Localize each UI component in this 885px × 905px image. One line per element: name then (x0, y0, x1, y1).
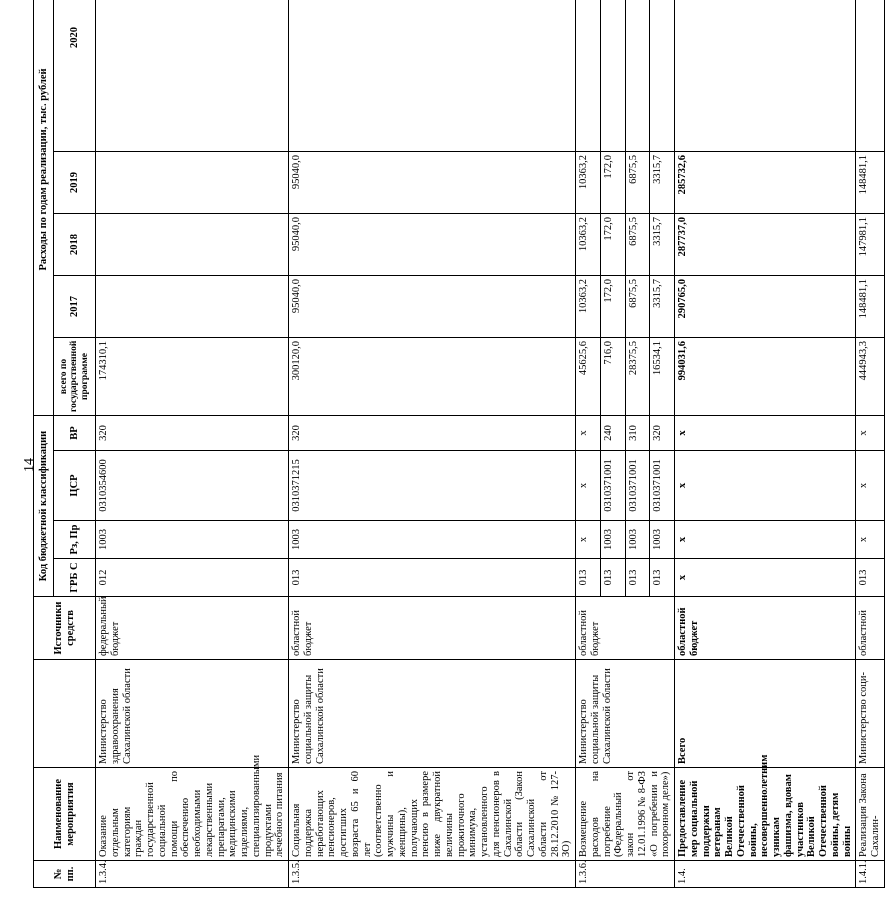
cell-2017: 10363,2 (576, 275, 601, 337)
row-num: 1.4.1. (856, 861, 885, 888)
cell-vr: х (675, 415, 856, 450)
header-source: Источники средств (34, 597, 96, 660)
cell-rzpr: 1003 (96, 521, 289, 559)
row-name: Оказание отдельным категориям граждан государственной социальной помощи по обеспечению необходимыми лекарственными препаратами, медицинскими изделиями, специализированными продуктами лечебного питания (96, 768, 289, 861)
row-source: областной (856, 597, 885, 660)
rotated-table-page (22, 22, 881, 892)
cell-2019: 285732,6 (675, 151, 856, 213)
cell-2020 (675, 0, 856, 151)
cell-2017: 172,0 (600, 275, 625, 337)
page-number: 14 (22, 458, 37, 472)
cell-2020 (600, 0, 625, 151)
row-source: областной бюджет (576, 597, 675, 660)
cell-csr: 0310371215 (289, 451, 576, 521)
cell-2018: 3315,7 (650, 213, 675, 275)
cell-grbs: 012 (96, 559, 289, 597)
row-executor: Министерство здравоохранения Сахалинской области (96, 660, 289, 768)
cell-csr: 0310371001 (600, 451, 625, 521)
cell-rzpr: 1003 (625, 521, 650, 559)
cell-2020 (289, 0, 576, 151)
cell-2018: 95040,0 (289, 213, 576, 275)
cell-2019: 172,0 (600, 151, 625, 213)
table-row (576, 0, 601, 888)
cell-2017: 148481,1 (856, 275, 885, 337)
row-name: Социальная поддержка неработающих пенсионеров, достигших возраста 65 и 60 лет (соответственно мужчины и женщины), получающих пенсию в размере ниже двукратной величины прожиточного минимума, установленного для пенсионеров в Сахалинской области (Закон Сахалинской области от 28.12.2010 № 127-ЗО) (289, 768, 576, 861)
cell-rzpr: х (675, 521, 856, 559)
cell-grbs: 013 (856, 559, 885, 597)
row-num: 1.3.4. (96, 861, 289, 888)
row-name: Предоставление мер социальной поддержки ветеранам Великой Отечественной войны, несовершеннолетним узникам фашизма, вдовам участников Великой Отечественной войны, детям войны (675, 768, 856, 861)
cell-2019: 3315,7 (650, 151, 675, 213)
cell-total: 444943,3 (856, 337, 885, 415)
cell-grbs: 013 (650, 559, 675, 597)
cell-2017: 290765,0 (675, 275, 856, 337)
cell-2020 (576, 0, 601, 151)
cell-rzpr: х (576, 521, 601, 559)
row-num: 1.3.5. (289, 861, 576, 888)
row-executor: Министерство соци- (856, 660, 885, 768)
cell-csr: х (856, 451, 885, 521)
cell-2017: 3315,7 (650, 275, 675, 337)
cell-vr: х (856, 415, 885, 450)
row-executor: Всего (675, 660, 856, 768)
cell-vr: 240 (600, 415, 625, 450)
cell-vr: 320 (289, 415, 576, 450)
header-grbs: ГРБ С (54, 559, 96, 597)
cell-2018: 172,0 (600, 213, 625, 275)
header-total: всего по государственной программе (54, 337, 96, 415)
cell-2017: 6875,5 (625, 275, 650, 337)
cell-total: 174310,1 (96, 337, 289, 415)
row-source: областной бюджет (675, 597, 856, 660)
cell-2019: 148481,1 (856, 151, 885, 213)
cell-vr: 310 (625, 415, 650, 450)
row-num: 1.4. (675, 861, 856, 888)
cell-2017 (96, 275, 289, 337)
cell-2018: 287737,0 (675, 213, 856, 275)
header-name: Наименование мероприятия (34, 768, 96, 861)
header-expenses: Расходы по годам реализации, тыс. рублей (34, 0, 54, 415)
header-2020: 2020 (54, 0, 96, 151)
header-row-1 (34, 0, 54, 888)
cell-total: 45625,6 (576, 337, 601, 415)
cell-csr: х (675, 451, 856, 521)
cell-2019: 95040,0 (289, 151, 576, 213)
cell-grbs: 013 (625, 559, 650, 597)
cell-total: 716,0 (600, 337, 625, 415)
header-rzpr: Рз, Пр (54, 521, 96, 559)
cell-total: 16534,1 (650, 337, 675, 415)
header-2017: 2017 (54, 275, 96, 337)
cell-total: 994031,6 (675, 337, 856, 415)
cell-2020 (96, 0, 289, 151)
row-source: областной бюджет (289, 597, 576, 660)
table-row (675, 0, 856, 888)
table-row (856, 0, 885, 888)
cell-2018: 6875,5 (625, 213, 650, 275)
header-vr: ВР (54, 415, 96, 450)
row-name: Реализация Закона Сахалин- (856, 768, 885, 861)
cell-2019: 10363,2 (576, 151, 601, 213)
cell-2018: 147981,1 (856, 213, 885, 275)
table-row (96, 0, 289, 888)
cell-total: 300120,0 (289, 337, 576, 415)
header-kbk: Код бюджетной классификации (34, 415, 54, 596)
cell-csr: 0310354600 (96, 451, 289, 521)
cell-rzpr: х (856, 521, 885, 559)
row-num: 1.3.6. (576, 861, 675, 888)
cell-csr: х (576, 451, 601, 521)
budget-table (33, 0, 885, 888)
cell-grbs: 013 (576, 559, 601, 597)
cell-2017: 95040,0 (289, 275, 576, 337)
header-executor (34, 660, 96, 768)
header-num: № пп. (34, 861, 96, 888)
cell-vr: х (576, 415, 601, 450)
header-2018: 2018 (54, 213, 96, 275)
cell-rzpr: 1003 (600, 521, 625, 559)
row-executor: Министерство социальной защиты Сахалинской области (576, 660, 675, 768)
row-source: федеральный бюджет (96, 597, 289, 660)
cell-grbs: 013 (600, 559, 625, 597)
cell-csr: 0310371001 (650, 451, 675, 521)
cell-vr: 320 (96, 415, 289, 450)
cell-2020 (650, 0, 675, 151)
cell-vr: 320 (650, 415, 675, 450)
cell-2019: 6875,5 (625, 151, 650, 213)
cell-grbs: х (675, 559, 856, 597)
cell-2018: 10363,2 (576, 213, 601, 275)
cell-total: 28375,5 (625, 337, 650, 415)
cell-csr: 0310371001 (625, 451, 650, 521)
table-row (289, 0, 576, 888)
cell-2020 (625, 0, 650, 151)
cell-grbs: 013 (289, 559, 576, 597)
row-name: Возмещение расходов на погребение (Федеральный закон от 12.01.1996 № 8-ФЗ «О погребении и похоронном деле») (576, 768, 675, 861)
header-2019: 2019 (54, 151, 96, 213)
cell-2018 (96, 213, 289, 275)
cell-rzpr: 1003 (650, 521, 675, 559)
cell-rzpr: 1003 (289, 521, 576, 559)
header-csr: ЦСР (54, 451, 96, 521)
cell-2020 (856, 0, 885, 151)
row-executor: Министерство социальной защиты Сахалинской области (289, 660, 576, 768)
cell-2019 (96, 151, 289, 213)
